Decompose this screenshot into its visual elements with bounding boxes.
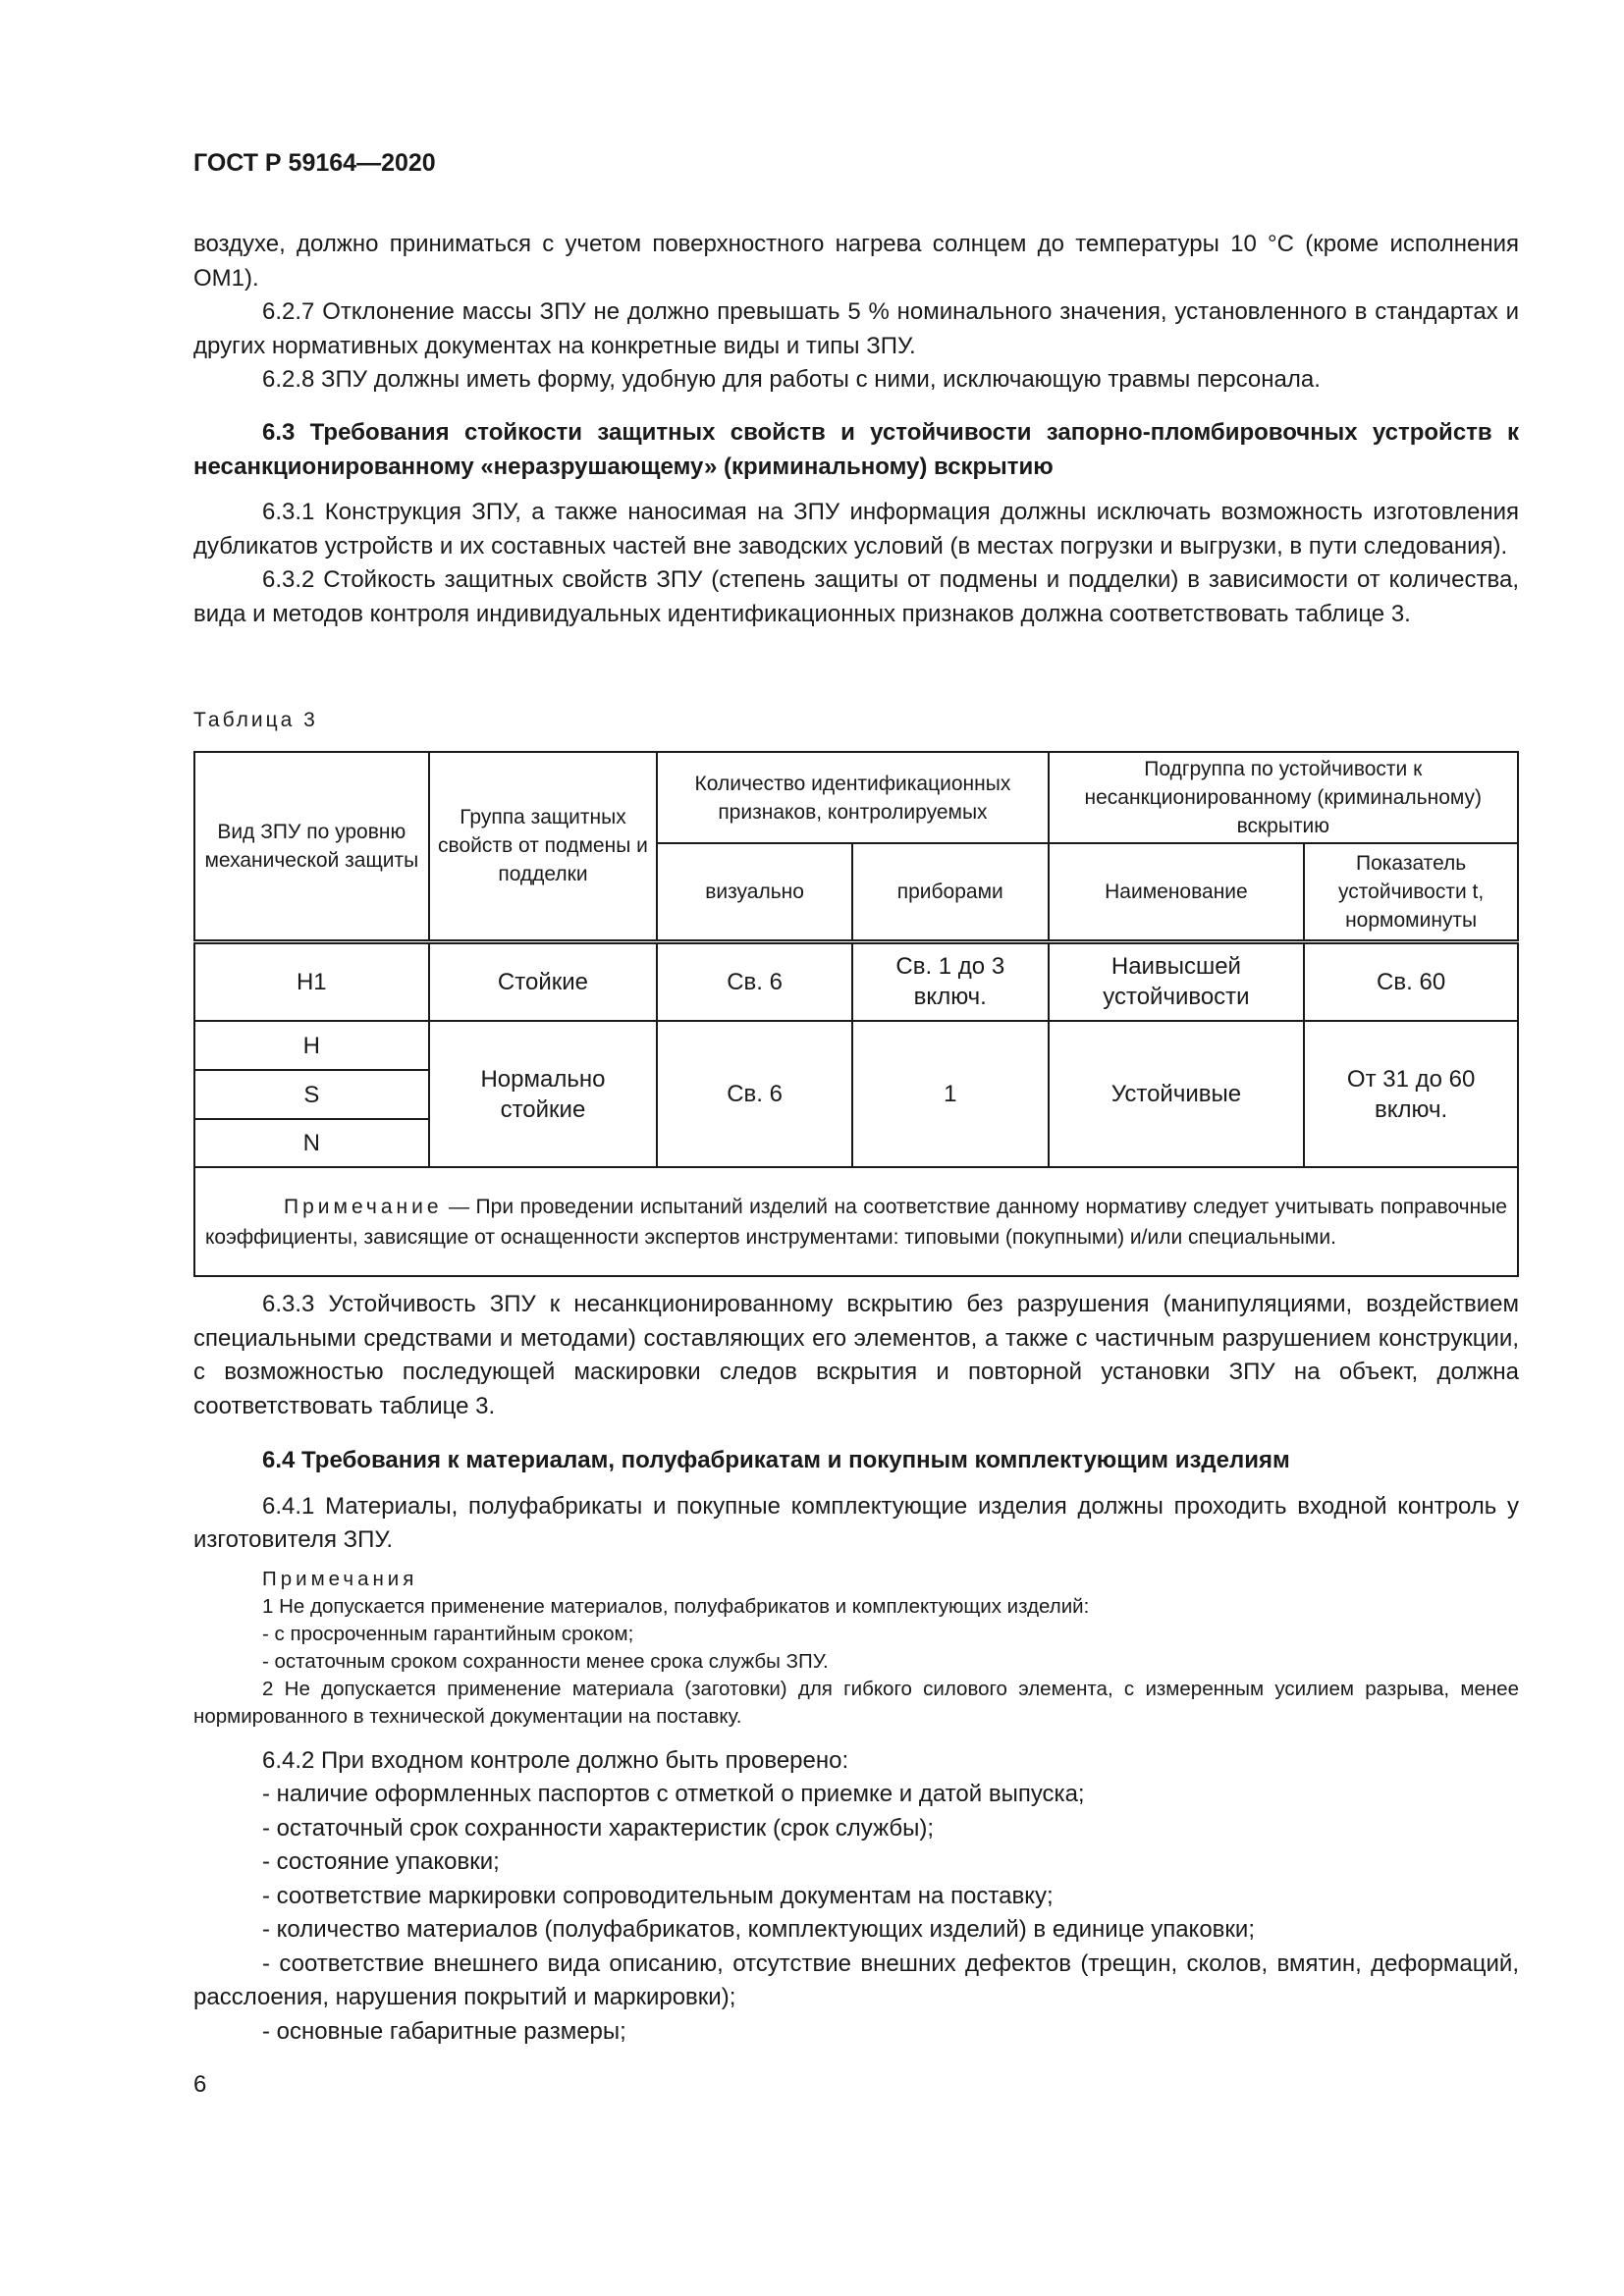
section-heading-6-3: 6.3 Требования стойкости защитных свойств и устойчивости запорно-пломбировочных устройств к несанкционированному «неразрушающему» (криминальному) вскрытию — [193, 419, 1519, 480]
paragraph-6-3-1: 6.3.1 Конструкция ЗПУ, а также наносимая на ЗПУ информация должны исключать возможность изготовления дубликатов устройств и их составных частей вне заводских условий (в местах погрузки и выгрузки, в пути следования). — [193, 499, 1519, 560]
header-name: Наименование — [1049, 843, 1305, 941]
document-header: ГОСТ Р 59164—2020 — [193, 149, 436, 177]
list-item: - количество материалов (полуфабрикатов, комплектующих изделий) в единице упаковки; — [262, 1916, 1255, 1943]
header-count: Количество идентификационных признаков, контролируемых — [657, 752, 1048, 843]
table-row — [194, 941, 1518, 1021]
section-6-4 — [193, 1444, 1519, 2049]
paragraph-6-4-1: 6.4.1 Материалы, полуфабрикаты и покупные комплектующие изделия должны проходить входной контроль у изготовителя ЗПУ. — [193, 1492, 1519, 1553]
list-item: - основные габаритные размеры; — [262, 2017, 626, 2045]
cell-kind: N — [194, 1119, 429, 1167]
list-item: - состояние упаковки; — [262, 1848, 500, 1875]
cell-kind: Н — [194, 1021, 429, 1070]
note-2: 2 Не допускается применение материала (заготовки) для гибкого силового элемента, с измеренным усилием разрыва, менее нормированного в технической документации на поставку. — [193, 1677, 1519, 1728]
header-group: Группа защитных свойств от подмены и подделки — [429, 752, 658, 941]
list-item: - соответствие внешнего вида описанию, отсутствие внешних дефектов (трещин, сколов, вмятин, деформаций, расслоения, нарушения покрытий и маркировки); — [193, 1949, 1519, 2010]
section-6-2-continuation — [193, 228, 1519, 398]
section-heading-6-4: 6.4 Требования к материалам, полуфабрикатам и покупным комплектующим изделиям — [262, 1447, 1290, 1473]
header-kind: Вид ЗПУ по уровню механической защиты — [194, 752, 429, 941]
cell-name: Устойчивые — [1049, 1021, 1305, 1167]
cell-devices: Св. 1 до 3 включ. — [852, 941, 1049, 1021]
paragraph: воздухе, должно приниматься с учетом поверхностного нагрева солнцем до температуры 10 °С (кроме исполнения ОМ1). — [193, 231, 1519, 292]
note-text: — При проведении испытаний изделий на соответствие данному нормативу следует учитывать поправочные коэффициенты, зависящие от оснащенности экспертов инструментами: типовыми (покупными) и/или специальными. — [205, 1195, 1507, 1249]
cell-group: Нормально стойкие — [429, 1021, 658, 1167]
list-item: - наличие оформленных паспортов с отметкой о приемке и датой выпуска; — [262, 1781, 1085, 1807]
header-visual: визуально — [657, 843, 852, 941]
table-3 — [193, 751, 1519, 1277]
notes-label: Примечания — [262, 1567, 418, 1590]
header-subgroup: Подгруппа по устойчивости к несанкционированному (криминальному) вскрытию — [1049, 752, 1518, 843]
cell-name: Наивысшей устойчивости — [1049, 941, 1305, 1021]
cell-index: Св. 60 — [1304, 941, 1518, 1021]
paragraph-6-3-2: 6.3.2 Стойкость защитных свойств ЗПУ (степень защиты от подмены и подделки) в зависимости от количества, вида и методов контроля индивидуальных идентификационных признаков должна соответствовать таблице 3. — [193, 566, 1519, 627]
cell-kind: S — [194, 1070, 429, 1119]
paragraph-6-3-3: 6.3.3 Устойчивость ЗПУ к несанкционированному вскрытию без разрушения (манипуляциями, воздействием специальными средствами и методами) составляющих его элементов, а также с частичным разрушением конструкции, с возможностью последующей маскировки следов вскрытия и повторной установки ЗПУ на объект, должна соответствовать таблице 3. — [193, 1291, 1519, 1419]
list-item: - остаточный срок сохранности характеристик (срок службы); — [262, 1814, 935, 1842]
note-1-item: - с просроченным гарантийным сроком; — [262, 1622, 634, 1645]
cell-visual: Св. 6 — [657, 1021, 852, 1167]
table-note — [194, 1167, 1518, 1276]
paragraph-6-3-3-block — [193, 1288, 1519, 1423]
paragraph-6-4-2: 6.4.2 При входном контроле должно быть проверено: — [262, 1746, 849, 1774]
table-caption: Таблица 3 — [193, 709, 318, 731]
list-item: - соответствие маркировки сопроводительным документам на поставку; — [262, 1882, 1054, 1909]
cell-group: Стойкие — [429, 941, 658, 1021]
cell-kind: Н1 — [194, 941, 429, 1021]
cell-devices: 1 — [852, 1021, 1049, 1167]
paragraph-6-2-7: 6.2.7 Отклонение массы ЗПУ не должно превышать 5 % номинального значения, установленного в стандартах и других нормативных документах на конкретные виды и типы ЗПУ. — [193, 298, 1519, 359]
note-1-item: - остаточным сроком сохранности менее срока службы ЗПУ. — [262, 1649, 829, 1673]
notes — [193, 1566, 1519, 1731]
page-number: 6 — [193, 2071, 207, 2098]
header-index: Показатель устойчивости t, нормоминуты — [1304, 843, 1518, 941]
note-label: Примечание — [284, 1195, 443, 1218]
cell-index: От 31 до 60 включ. — [1304, 1021, 1518, 1167]
note-1: 1 Не допускается применение материалов, полуфабрикатов и комплектующих изделий: — [262, 1594, 1090, 1618]
header-devices: приборами — [852, 843, 1049, 941]
table-row — [194, 1021, 1518, 1070]
paragraph-6-2-8: 6.2.8 ЗПУ должны иметь форму, удобную для работы с ними, исключающую травмы персонала. — [262, 366, 1321, 393]
section-6-3 — [193, 416, 1519, 631]
cell-visual: Св. 6 — [657, 941, 852, 1021]
